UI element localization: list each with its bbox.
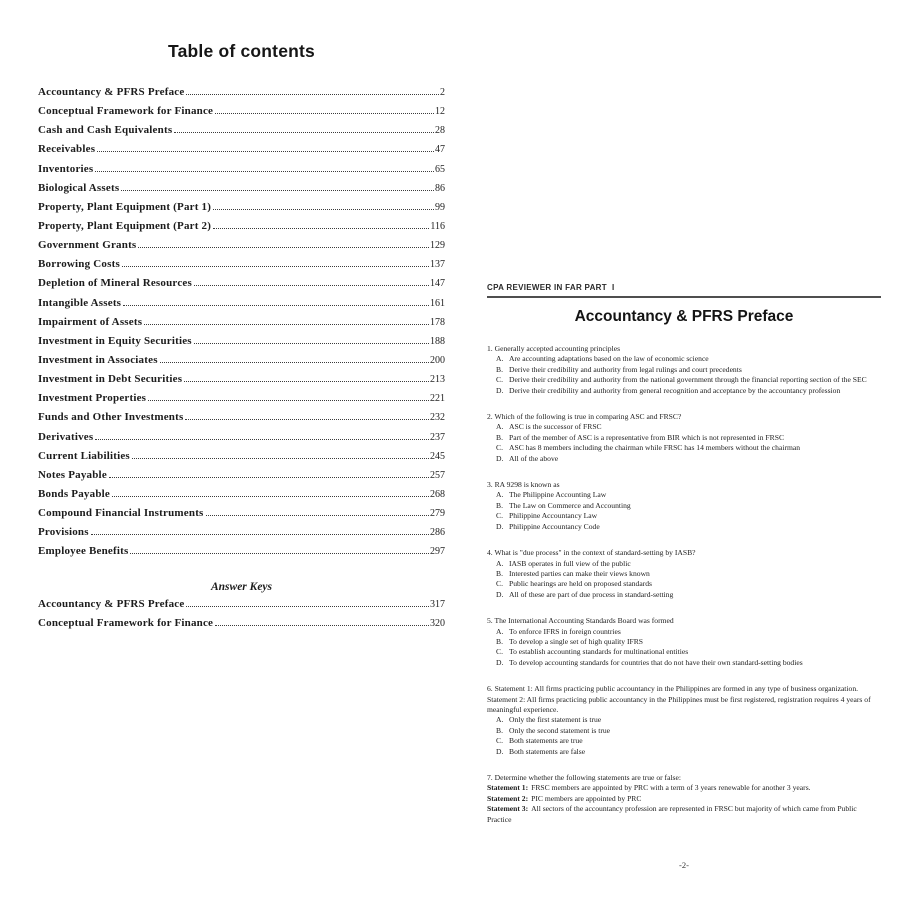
option-text: ASC has 8 members including the chairman while FRSC has 14 members without the chairman [509, 443, 801, 453]
option-d [496, 658, 881, 668]
option-letter: C. [496, 511, 503, 521]
option-text: IASB operates in full view of the public [509, 558, 631, 568]
toc-entry-page: 188 [430, 335, 445, 347]
toc-entry-label: Property, Plant Equipment (Part 1) [38, 200, 212, 213]
question-3 [487, 480, 881, 532]
toc-entry-page: 200 [430, 354, 445, 366]
toc-entry [38, 277, 445, 296]
answer-keys-title: Answer Keys [210, 580, 273, 593]
option-b [496, 726, 881, 736]
option-text: Derive their credibility and authority from legal rulings and court precedents [509, 364, 742, 374]
toc-entry [38, 373, 445, 392]
option-text: To enforce IFRS in foreign countries [509, 626, 621, 636]
option-letter: C. [496, 647, 503, 657]
statement-3 [487, 804, 881, 825]
toc-entry-page: 137 [430, 259, 445, 271]
option-letter: C. [496, 736, 503, 746]
question-2 [487, 412, 881, 464]
dot-leader [174, 132, 434, 133]
toc-entry-label: Investment in Debt Securities [38, 373, 183, 386]
option-text: Only the first statement is true [509, 715, 602, 725]
question-text: 1. Generally accepted accounting principles [487, 344, 621, 353]
toc-entry-label: Investment in Equity Securities [38, 334, 192, 347]
toc-entry-label: Depletion of Mineral Resources [38, 277, 192, 290]
toc-entry [38, 258, 445, 277]
toc-entry-label: Employee Benefits [38, 545, 129, 558]
question-6 [487, 684, 881, 757]
toc-entry-page: 161 [430, 297, 445, 309]
toc-entry [38, 335, 445, 354]
dot-leader [130, 553, 429, 554]
toc-entry [38, 124, 445, 143]
toc-entry-page: 12 [435, 106, 445, 118]
option-c [496, 375, 881, 385]
option-c [496, 511, 881, 521]
toc-entry [38, 598, 445, 617]
toc-entry-page: 28 [435, 125, 445, 137]
option-b [496, 569, 881, 579]
dot-leader [186, 94, 439, 95]
toc-entry-label: Inventories [38, 162, 94, 175]
option-text: To establish accounting standards for multinational entities [509, 647, 689, 657]
toc-entry [38, 507, 445, 526]
toc-entry [38, 86, 445, 105]
toc-entry-label: Biological Assets [38, 181, 120, 194]
question-7 [487, 773, 881, 825]
dot-leader [138, 247, 429, 248]
dot-leader [95, 171, 434, 172]
option-letter: A. [496, 715, 504, 725]
option-letter: A. [496, 626, 504, 636]
toc-entry-page: 286 [430, 527, 445, 539]
option-a [496, 715, 881, 725]
answer-keys-list [38, 598, 445, 636]
option-letter: D. [496, 453, 504, 463]
option-text: Public hearings are held on proposed standards [509, 579, 652, 589]
option-letter: D. [496, 521, 504, 531]
toc-entry [38, 392, 445, 411]
toc-entry-page: 320 [430, 617, 445, 629]
option-a [496, 627, 881, 637]
dot-leader [160, 362, 429, 363]
toc-entry-page: 129 [430, 240, 445, 252]
option-letter: C. [496, 579, 503, 589]
option-text: All of these are part of due process in standard-setting [509, 589, 674, 599]
toc-entry-label: Funds and Other Investments [38, 411, 184, 424]
toc-entry-page: 232 [430, 412, 445, 424]
toc-entry [38, 411, 445, 430]
toc-entry [38, 526, 445, 545]
toc-entry [38, 617, 445, 636]
option-text: Philippine Accountancy Law [509, 511, 598, 521]
page-table-of-contents [38, 40, 445, 636]
dot-leader [97, 151, 434, 152]
question-text: 2. Which of the following is true in comparing ASC and FRSC? [487, 412, 682, 422]
option-a [496, 422, 881, 432]
option-letter: B. [496, 500, 503, 510]
toc-entry [38, 201, 445, 220]
toc-entry-label: Derivatives [38, 430, 94, 443]
options [496, 559, 881, 601]
toc-entry [38, 431, 445, 450]
toc-entry-page: 2 [440, 87, 445, 98]
option-letter: B. [496, 725, 503, 735]
toc-entry-page: 317 [430, 598, 445, 610]
option-letter: A. [496, 490, 504, 500]
question-text: 3. RA 9298 is known as [487, 480, 560, 490]
option-c [496, 647, 881, 657]
toc-entry [38, 143, 445, 162]
toc-entry-page: 237 [430, 431, 445, 443]
option-text: To develop accounting standards for countries that do not have their own standard-setting bodies [509, 657, 803, 667]
toc-entry-label: Provisions [38, 526, 89, 539]
dot-leader [213, 209, 434, 210]
statement-text: All sectors of the accountancy profession are represented in FRSC but majority of which came from Public Practice [487, 804, 857, 824]
dot-leader [215, 625, 429, 626]
toc-entry-label: Intangible Assets [38, 296, 122, 309]
dot-leader [206, 515, 429, 516]
option-c [496, 443, 881, 453]
toc-entry-label: Bonds Payable [38, 487, 110, 500]
option-letter: A. [496, 558, 504, 568]
toc-entry-label: Current Liabilities [38, 449, 130, 462]
toc-entry-page: 86 [435, 182, 445, 194]
toc-entry-label: Compound Financial Instruments [38, 507, 204, 520]
question-text: 7. Determine whether the following statements are true or false: [487, 773, 681, 782]
option-text: The Philippine Accounting Law [509, 490, 607, 500]
option-letter: D. [496, 385, 504, 395]
toc-entry [38, 316, 445, 335]
toc-entry-page: 47 [435, 144, 445, 156]
toc-entry-page: 213 [430, 374, 445, 386]
statement-prefix: Statement 3: [487, 804, 529, 814]
toc-entry [38, 182, 445, 201]
option-d [496, 522, 881, 532]
dot-leader [194, 285, 429, 286]
option-letter: B. [496, 636, 503, 646]
toc-entry-page: 268 [430, 488, 445, 500]
toc-entry-label: Accountancy & PFRS Preface [38, 597, 185, 610]
option-letter: C. [496, 443, 503, 453]
option-text: Both statements are false [509, 746, 586, 756]
options [496, 490, 881, 532]
option-text: Philippine Accountancy Code [509, 521, 600, 531]
question-text: 6. Statement 1: All firms practicing public accountancy in the Philippines are formed in any type of business organization. [487, 684, 859, 694]
options [496, 354, 881, 396]
option-text: Interested parties can make their views known [509, 568, 650, 578]
dot-leader [112, 496, 429, 497]
options [496, 422, 881, 464]
toc-entry-label: Cash and Cash Equivalents [38, 124, 173, 137]
toc-list [38, 86, 445, 565]
toc-entry-label: Impairment of Assets [38, 315, 143, 328]
toc-entry [38, 297, 445, 316]
toc-entry-page: 245 [430, 450, 445, 462]
toc-entry-page: 65 [435, 163, 445, 175]
statement-prefix: Statement 1: [487, 783, 529, 793]
dot-leader [184, 381, 429, 382]
options [496, 627, 881, 669]
option-text: Both statements are true [509, 736, 583, 746]
statement-text: PIC members are appointed by PRC [531, 793, 642, 803]
toc-entry-page: 279 [430, 508, 445, 520]
toc-entry-label: Investment in Associates [38, 353, 158, 366]
question-4 [487, 548, 881, 600]
option-letter: D. [496, 657, 504, 667]
questions-list [487, 344, 881, 825]
toc-entry [38, 354, 445, 373]
toc-entry-page: 257 [430, 469, 445, 481]
dot-leader [144, 324, 429, 325]
toc-entry-page: 221 [430, 393, 445, 405]
toc-entry [38, 239, 445, 258]
option-b [496, 637, 881, 647]
toc-entry [38, 488, 445, 507]
dot-leader [122, 266, 429, 267]
option-text: Are accounting adaptations based on the law of economic science [509, 354, 709, 364]
toc-entry-page: 99 [435, 201, 445, 213]
options [496, 715, 881, 757]
toc-entry-label: Accountancy & PFRS Preface [38, 86, 185, 98]
question-5 [487, 616, 881, 668]
option-letter: B. [496, 364, 503, 374]
option-text: To develop a single set of high quality IFRS [509, 636, 644, 646]
statement-2 [487, 794, 881, 804]
dot-leader [95, 439, 429, 440]
toc-entry-page: 297 [430, 546, 445, 558]
question-text: 4. What is "due process" in the context of standard-setting by IASB? [487, 548, 696, 558]
chapter-title: Accountancy & PFRS Preface [574, 308, 794, 325]
option-b [496, 433, 881, 443]
option-text: Derive their credibility and authority from the national government through the financial reporting section of the SEC [509, 375, 867, 385]
toc-entry-page: 116 [430, 220, 445, 232]
dot-leader [185, 419, 429, 420]
option-text: Only the second statement is true [509, 725, 611, 735]
toc-entry [38, 220, 445, 239]
toc-entry-label: Investment Properties [38, 392, 147, 405]
dot-leader [148, 400, 429, 401]
toc-entry-page: 178 [430, 316, 445, 328]
option-d [496, 747, 881, 757]
option-letter: D. [496, 746, 504, 756]
dot-leader [123, 305, 429, 306]
toc-entry-label: Government Grants [38, 239, 137, 252]
option-d [496, 590, 881, 600]
option-a [496, 354, 881, 364]
option-text: Part of the member of ASC is a representative from BIR which is not represented in FRSC [509, 432, 785, 442]
option-a [496, 559, 881, 569]
running-header: CPA REVIEWER IN FAR PART I [487, 283, 881, 298]
question-1 [487, 344, 881, 396]
option-letter: B. [496, 568, 503, 578]
toc-entry [38, 545, 445, 564]
dot-leader [194, 343, 429, 344]
toc-entry-label: Receivables [38, 143, 96, 156]
option-text: All of the above [509, 453, 559, 463]
statement-text: FRSC members are appointed by PRC with a term of 3 years renewable for another 3 years. [531, 783, 811, 793]
toc-entry [38, 163, 445, 182]
question-text-2: Statement 2: All firms practicing public accountancy in the Philippines must be first registered, registration requires 4 years of meaningful experience. [487, 694, 871, 714]
option-letter: B. [496, 432, 503, 442]
toc-entry-page: 147 [430, 278, 445, 290]
dot-leader [215, 113, 434, 114]
toc-entry [38, 450, 445, 469]
option-letter: A. [496, 354, 504, 364]
dot-leader [109, 477, 429, 478]
toc-entry [38, 469, 445, 488]
statement-prefix: Statement 2: [487, 793, 529, 803]
dot-leader [186, 606, 429, 607]
toc-entry [38, 105, 445, 124]
dot-leader [132, 458, 429, 459]
option-d [496, 454, 881, 464]
page-number: -2- [679, 860, 689, 870]
option-text: The Law on Commerce and Accounting [509, 500, 631, 510]
toc-entry-label: Property, Plant Equipment (Part 2) [38, 219, 212, 232]
option-letter: C. [496, 375, 503, 385]
toc-title: Table of contents [168, 41, 315, 61]
page-preface-quiz [487, 283, 881, 883]
option-b [496, 365, 881, 375]
option-b [496, 501, 881, 511]
option-text: Derive their credibility and authority from general recognition and acceptance by the accountancy profession [509, 385, 841, 395]
dot-leader [91, 534, 429, 535]
toc-entry-label: Conceptual Framework for Finance [38, 616, 214, 629]
statement-1 [487, 783, 881, 793]
option-letter: D. [496, 589, 504, 599]
toc-entry-label: Conceptual Framework for Finance [38, 105, 214, 118]
toc-entry-label: Borrowing Costs [38, 258, 120, 271]
toc-entry-label: Notes Payable [38, 468, 107, 481]
option-text: ASC is the successor of FRSC [509, 422, 602, 432]
option-letter: A. [496, 422, 504, 432]
option-c [496, 736, 881, 746]
option-d [496, 386, 881, 396]
question-text: 5. The International Accounting Standards Board was formed [487, 616, 674, 626]
option-a [496, 490, 881, 500]
dot-leader [121, 190, 434, 191]
option-c [496, 579, 881, 589]
dot-leader [213, 228, 429, 229]
